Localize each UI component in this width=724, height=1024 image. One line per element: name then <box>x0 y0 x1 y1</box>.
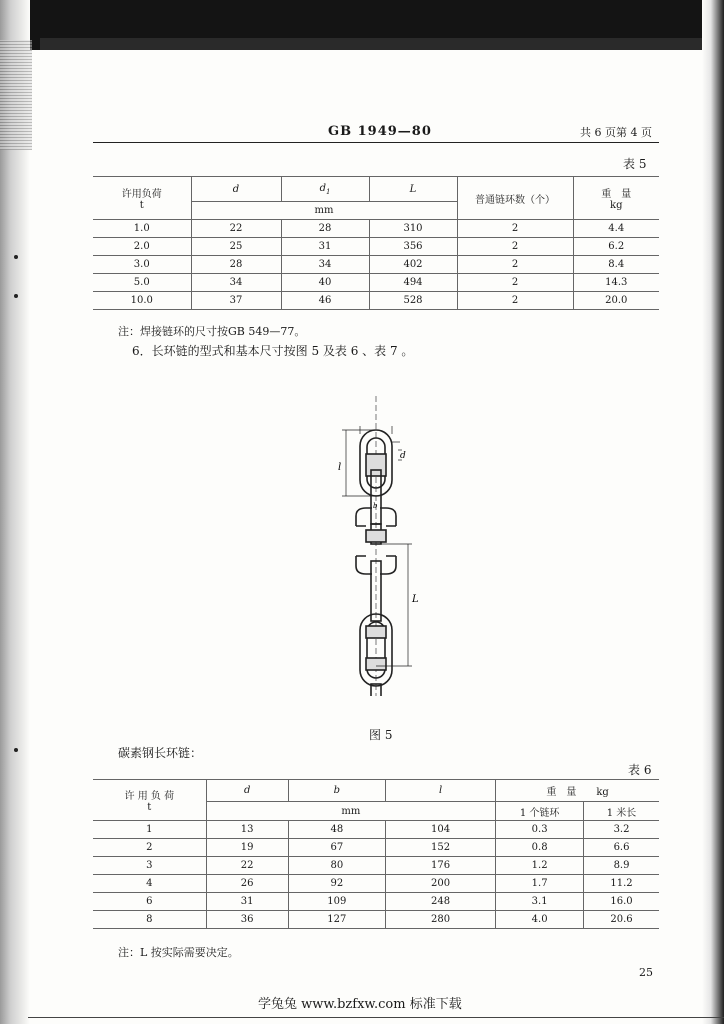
table6-cell: 8 <box>93 911 206 929</box>
table6-cell: 16.0 <box>584 893 659 911</box>
table5-row <box>93 220 659 238</box>
table6-cell: 1.2 <box>496 857 584 875</box>
table5-cell: 2 <box>457 256 573 274</box>
table5-header-d: d <box>191 177 281 202</box>
table6-cell: 200 <box>386 875 496 893</box>
table6-cell: 19 <box>206 839 288 857</box>
table6-cell: 20.6 <box>584 911 659 929</box>
table6-row <box>93 857 659 875</box>
table6 <box>93 779 659 929</box>
table6-header-weight: 重 量 kg <box>496 780 659 802</box>
table5-cell: 4.4 <box>573 220 659 238</box>
table6-cell: 31 <box>206 893 288 911</box>
table5-header-L: L <box>369 177 457 202</box>
table6-header-d: d <box>206 780 288 802</box>
table5-cell: 22 <box>191 220 281 238</box>
table5-header-weight: 重 量 kg <box>573 177 659 220</box>
table6-cell: 3 <box>93 857 206 875</box>
paragraph-6: 6．长环链的型式和基本尺寸按图 5 及表 6 、表 7 。 <box>132 344 414 358</box>
table6-row <box>93 821 659 839</box>
table5-header-links: 普通链环数（个） <box>457 177 573 220</box>
table6-header-b: b <box>288 780 385 802</box>
table5-cell: 1.0 <box>93 220 191 238</box>
footer-watermark: 学兔兔 www.bzfxw.com 标准下载 <box>258 997 462 1012</box>
header-rule <box>93 142 659 143</box>
figure5-label-d: d <box>400 451 406 461</box>
page-info: 共 6 页第 4 页 <box>580 126 652 139</box>
table5-cell: 37 <box>191 292 281 310</box>
table6-cell: 3.1 <box>496 893 584 911</box>
table5-cell: 20.0 <box>573 292 659 310</box>
figure5-chain-drawing <box>320 396 430 696</box>
table6-cell: 2 <box>93 839 206 857</box>
table5-cell: 356 <box>369 238 457 256</box>
table6-cell: 11.2 <box>584 875 659 893</box>
table6-cell: 13 <box>206 821 288 839</box>
table5-cell: 14.3 <box>573 274 659 292</box>
table6-cell: 4.0 <box>496 911 584 929</box>
table6-cell: 1 <box>93 821 206 839</box>
figure5-label-l: l <box>338 462 342 473</box>
table6-cell: 109 <box>288 893 385 911</box>
table5-cell: 6.2 <box>573 238 659 256</box>
table6-cell: 280 <box>386 911 496 929</box>
table5 <box>93 176 659 310</box>
table6-cell: 4 <box>93 875 206 893</box>
table5-row <box>93 292 659 310</box>
table6-cell: 36 <box>206 911 288 929</box>
table6-cell: 6 <box>93 893 206 911</box>
table5-header-d1: $d_1$ <box>281 177 369 202</box>
table6-cell: 6.6 <box>584 839 659 857</box>
table5-header-load: 许用负荷 t <box>93 177 191 220</box>
table6-cell: 152 <box>386 839 496 857</box>
scan-top-border <box>0 0 724 50</box>
table6-cell: 26 <box>206 875 288 893</box>
table6-header-mm: mm <box>206 802 496 821</box>
table5-cell: 31 <box>281 238 369 256</box>
table6-cell: 127 <box>288 911 385 929</box>
table6-row <box>93 911 659 929</box>
table5-cell: 402 <box>369 256 457 274</box>
figure5-label-b: b <box>373 502 378 510</box>
table6-header-l: l <box>386 780 496 802</box>
figure5-caption: 图 5 <box>369 728 393 742</box>
table5-cell: 528 <box>369 292 457 310</box>
table5-note: 注：焊接链环的尺寸按GB 549—77。 <box>118 325 306 338</box>
table6-row <box>93 875 659 893</box>
table5-cell: 10.0 <box>93 292 191 310</box>
table5-cell: 310 <box>369 220 457 238</box>
scan-right-edge <box>702 0 724 1024</box>
scan-speck <box>14 748 18 752</box>
table6-cell: 48 <box>288 821 385 839</box>
table5-cell: 2 <box>457 292 573 310</box>
scan-left-edge <box>0 0 30 1024</box>
table5-cell: 28 <box>191 256 281 274</box>
table5-cell: 5.0 <box>93 274 191 292</box>
table6-row <box>93 893 659 911</box>
table5-cell: 40 <box>281 274 369 292</box>
table6-cell: 92 <box>288 875 385 893</box>
table5-label: 表 5 <box>623 157 647 171</box>
table6-intro: 碳素钢长环链： <box>118 746 203 760</box>
table6-header-per-meter: 1 米长 <box>584 802 659 821</box>
table5-cell: 2 <box>457 274 573 292</box>
table5-cell: 46 <box>281 292 369 310</box>
table5-row <box>93 256 659 274</box>
table6-cell: 0.8 <box>496 839 584 857</box>
table6-cell: 80 <box>288 857 385 875</box>
table5-cell: 494 <box>369 274 457 292</box>
scan-bottom-rule <box>28 1017 724 1018</box>
table5-cell: 34 <box>191 274 281 292</box>
figure5-label-L: L <box>412 594 419 605</box>
document-code: GB 1949—80 <box>328 124 432 139</box>
scan-speck <box>14 294 18 298</box>
table5-cell: 25 <box>191 238 281 256</box>
table6-cell: 22 <box>206 857 288 875</box>
table5-cell: 3.0 <box>93 256 191 274</box>
table6-cell: 8.9 <box>584 857 659 875</box>
table5-cell: 2 <box>457 238 573 256</box>
table5-row <box>93 238 659 256</box>
table6-label: 表 6 <box>628 763 652 777</box>
table5-cell: 2 <box>457 220 573 238</box>
table6-cell: 67 <box>288 839 385 857</box>
table5-header-mm: mm <box>191 202 457 220</box>
table6-header-load: 许 用 负 荷 t <box>93 780 206 821</box>
table5-row <box>93 274 659 292</box>
table6-cell: 3.2 <box>584 821 659 839</box>
table5-cell: 28 <box>281 220 369 238</box>
table6-header-per-link: 1 个链环 <box>496 802 584 821</box>
table5-cell: 34 <box>281 256 369 274</box>
table6-note: 注：L 按实际需要决定。 <box>118 946 239 959</box>
table6-cell: 248 <box>386 893 496 911</box>
page-number: 25 <box>639 966 653 979</box>
table6-cell: 104 <box>386 821 496 839</box>
scan-speck <box>14 255 18 259</box>
table6-cell: 0.3 <box>496 821 584 839</box>
table6-cell: 1.7 <box>496 875 584 893</box>
table6-cell: 176 <box>386 857 496 875</box>
table5-cell: 2.0 <box>93 238 191 256</box>
table6-row <box>93 839 659 857</box>
table5-cell: 8.4 <box>573 256 659 274</box>
